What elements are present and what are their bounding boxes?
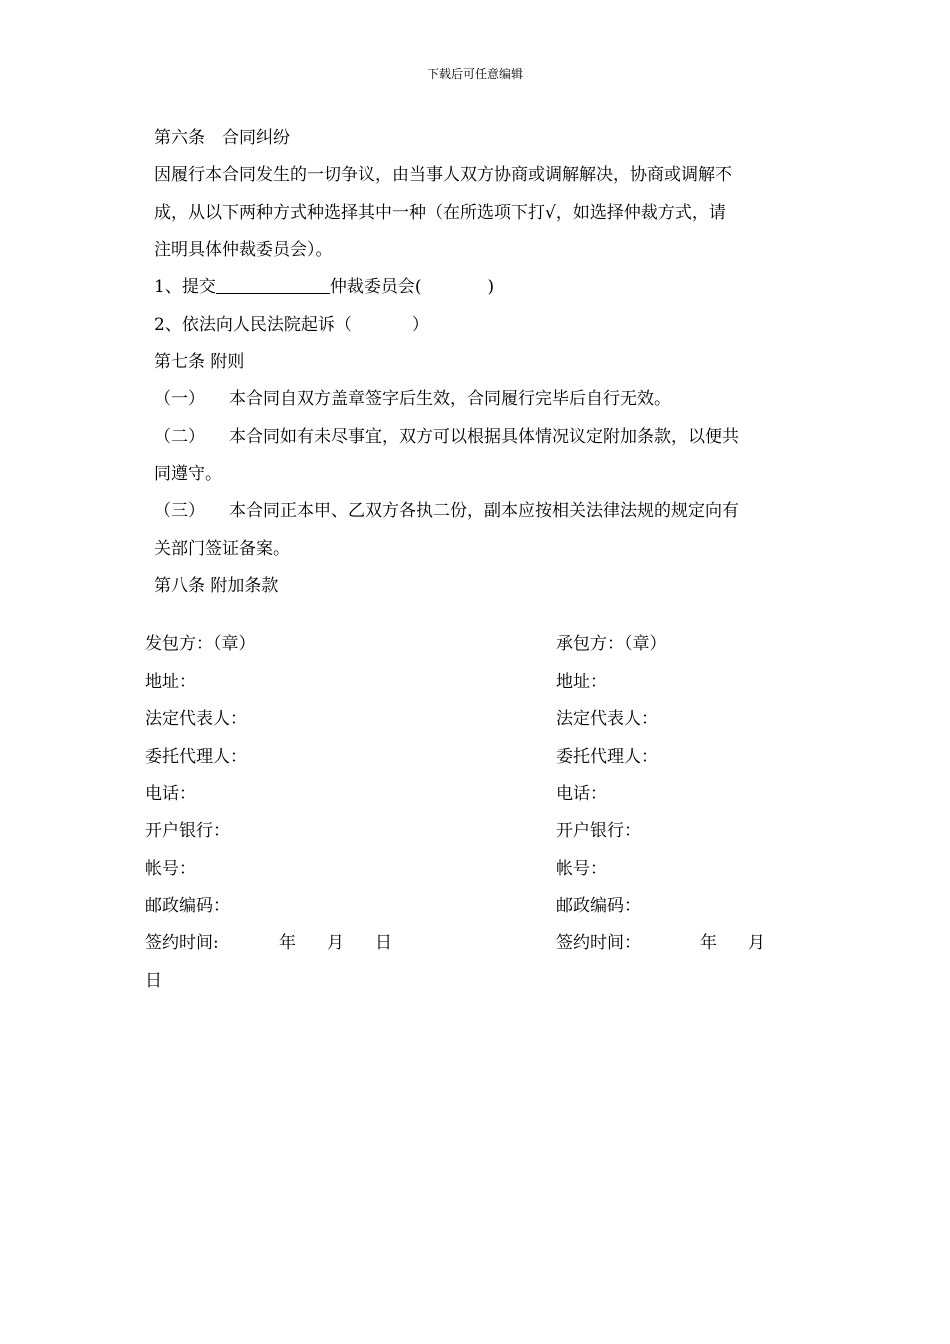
page-header: 下载后可任意编辑 [426, 67, 523, 81]
option-2-text: 2、依法向人民法院起诉（ [154, 315, 352, 335]
left-account: 帐号： [145, 859, 196, 879]
article-6-title: 第六条 合同纠纷 [154, 128, 290, 148]
left-phone: 电话： [145, 784, 196, 804]
right-agent: 委托代理人： [556, 747, 658, 767]
right-legal-rep: 法定代表人： [556, 709, 658, 729]
article-7-title: 第七条 附则 [154, 352, 245, 372]
right-month: 月 [748, 933, 765, 953]
article-6-para-line-2: 成，从以下两种方式种选择其中一种（在所选项下打√，如选择仲裁方式，请 [154, 203, 726, 223]
option-1-close: ) [487, 277, 495, 297]
article-7-item-2 [154, 425, 739, 449]
left-bank: 开户银行： [145, 821, 230, 841]
option-1 [154, 275, 494, 299]
left-legal-rep: 法定代表人： [145, 709, 247, 729]
left-month: 月 [327, 933, 344, 953]
right-account: 帐号： [556, 859, 607, 879]
left-day: 日 [375, 933, 392, 953]
article-7-item-1 [154, 387, 671, 411]
right-party: 承包方：（章） [556, 634, 667, 654]
article-7-item-3 [154, 499, 739, 523]
item-3-text: 本合同正本甲、乙双方各执二份，副本应按相关法律法规的规定向有 [229, 501, 739, 521]
article-7-item-2-cont: 同遵守。 [154, 464, 222, 484]
left-year: 年 [279, 933, 296, 953]
item-1-text: 本合同自双方盖章签字后生效，合同履行完毕后自行无效。 [229, 389, 671, 409]
right-bank: 开户银行： [556, 821, 641, 841]
item-1-number: （一） [154, 389, 205, 409]
option-2 [154, 313, 429, 337]
article-6-para-line-3: 注明具体仲裁委员会）。 [154, 240, 333, 260]
option-2-close: ） [411, 315, 429, 335]
article-6-para-line-1: 因履行本合同发生的一切争议，由当事人双方协商或调解解决，协商或调解不 [154, 165, 732, 185]
article-7-item-3-cont: 关部门签证备案。 [154, 539, 290, 559]
right-sign-label: 签约时间： [556, 933, 641, 953]
option-1-suffix: 仲裁委员会( [329, 277, 422, 297]
left-postal: 邮政编码： [145, 896, 230, 916]
left-agent: 委托代理人： [145, 747, 247, 767]
left-address: 地址： [145, 672, 196, 692]
right-phone: 电话： [556, 784, 607, 804]
right-postal: 邮政编码： [556, 896, 641, 916]
article-8-title: 第八条 附加条款 [154, 576, 279, 596]
right-address: 地址： [556, 672, 607, 692]
item-2-number: （二） [154, 427, 205, 447]
left-party: 发包方：（章） [145, 634, 256, 654]
right-year: 年 [700, 933, 717, 953]
item-2-text: 本合同如有未尽事宜，双方可以根据具体情况议定附加条款，以便共 [229, 427, 739, 447]
option-1-prefix: 1、提交 [154, 277, 216, 297]
item-3-number: （三） [154, 501, 205, 521]
left-sign-label: 签约时间: [145, 933, 219, 953]
trailing-day: 日 [145, 971, 162, 991]
arbitration-blank [216, 275, 330, 294]
